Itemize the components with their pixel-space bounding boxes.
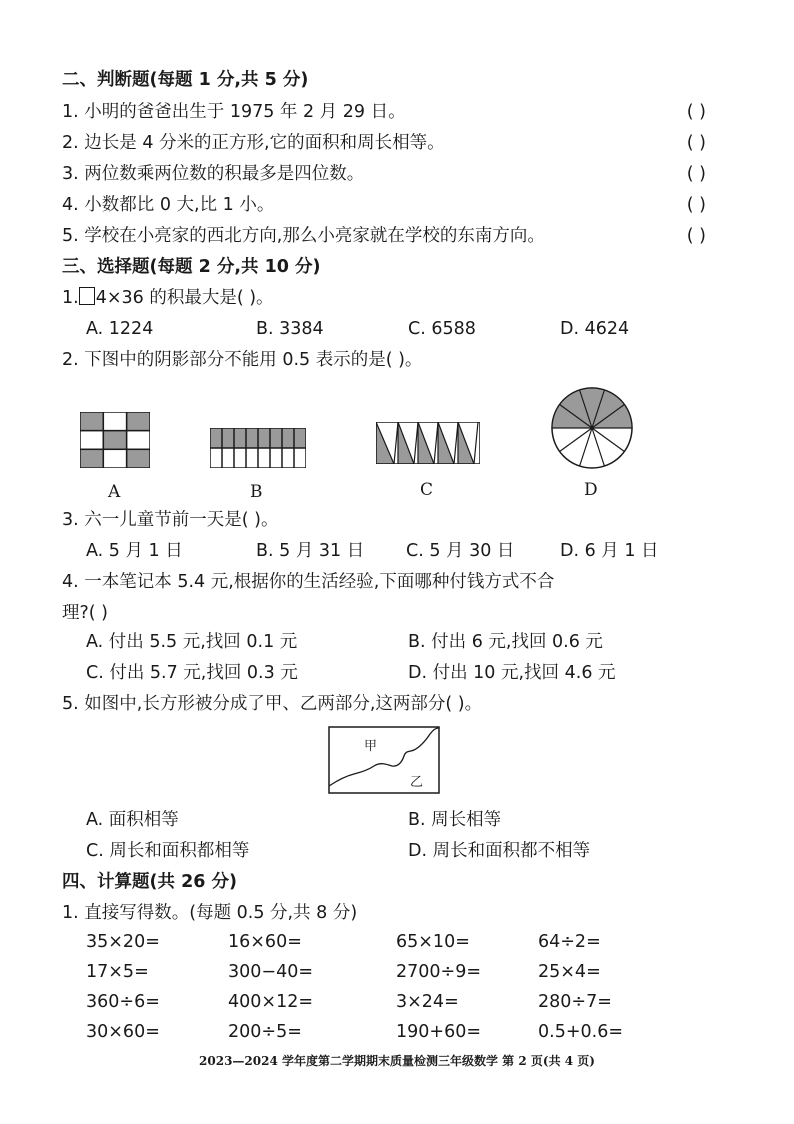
calc-item[interactable]: 2700÷9= <box>396 962 481 982</box>
choice-q4-text-line1: 4. 一本笔记本 5.4 元,根据你的生活经验,下面哪种付钱方式不合 <box>62 572 555 592</box>
figure-a-label: A <box>108 482 121 502</box>
page-footer: 2023—2024 学年度第二学期期末质量检测三年级数学 第 2 页(共 4 页) <box>199 1054 595 1068</box>
choice-q4-option-b[interactable]: B. 付出 6 元,找回 0.6 元 <box>408 632 603 652</box>
choice-q4-option-c[interactable]: C. 付出 5.7 元,找回 0.3 元 <box>86 663 298 683</box>
choice-q3-option-a[interactable]: A. 5 月 1 日 <box>86 541 183 561</box>
choice-q5-option-c[interactable]: C. 周长和面积都相等 <box>86 841 250 861</box>
calc-item[interactable]: 300−40= <box>228 962 313 982</box>
judge-item-3-text: 3. 两位数乘两位数的积最多是四位数。 <box>62 164 365 184</box>
calc-item[interactable]: 17×5= <box>86 962 149 982</box>
choice-q5-option-b[interactable]: B. 周长相等 <box>408 810 502 830</box>
figure-d-label: D <box>584 480 598 500</box>
judge-item-1-answer-paren[interactable]: ( ) <box>686 102 706 122</box>
calc-item[interactable]: 16×60= <box>228 932 302 952</box>
choice-q5-option-d[interactable]: D. 周长和面积都不相等 <box>408 841 591 861</box>
section-4-title: 四、计算题(共 26 分) <box>62 872 238 892</box>
choice-q4-option-d[interactable]: D. 付出 10 元,找回 4.6 元 <box>408 663 616 683</box>
calc-item[interactable]: 65×10= <box>396 932 470 952</box>
figure-b-label: B <box>250 482 263 502</box>
figure-b-grid[interactable] <box>210 428 306 468</box>
choice-q1-option-d[interactable]: D. 4624 <box>560 319 630 339</box>
calc-item[interactable]: 25×4= <box>538 962 601 982</box>
calc-item[interactable]: 30×60= <box>86 1022 160 1042</box>
judge-item-3-answer-paren[interactable]: ( ) <box>686 164 706 184</box>
calc-item[interactable]: 400×12= <box>228 992 313 1012</box>
choice-q1-number: 1. <box>62 288 79 308</box>
choice-q3-option-c[interactable]: C. 5 月 30 日 <box>406 541 515 561</box>
figure-d-circle[interactable] <box>550 386 634 470</box>
choice-q1-text: 4×36 的积最大是( )。 <box>95 288 274 308</box>
section-3-title: 三、选择题(每题 2 分,共 10 分) <box>62 257 321 277</box>
judge-item-2 <box>62 131 706 155</box>
calc-item[interactable]: 35×20= <box>86 932 160 952</box>
judge-item-5-answer-paren[interactable]: ( ) <box>686 226 706 246</box>
choice-q4-text-line2: 理?( ) <box>62 603 109 623</box>
judge-item-3 <box>62 162 706 186</box>
calc-item[interactable]: 64÷2= <box>538 932 601 952</box>
calc-item[interactable]: 200÷5= <box>228 1022 302 1042</box>
calc-item[interactable]: 280÷7= <box>538 992 612 1012</box>
blank-box[interactable] <box>79 287 95 305</box>
judge-item-5 <box>62 224 706 248</box>
figure-q5-label-jia: 甲 <box>364 739 378 754</box>
section-2-title: 二、判断题(每题 1 分,共 5 分) <box>62 70 309 90</box>
calc-item[interactable]: 360÷6= <box>86 992 160 1012</box>
judge-item-1-text: 1. 小明的爸爸出生于 1975 年 2 月 29 日。 <box>62 102 406 122</box>
choice-q3-text: 3. 六一儿童节前一天是( )。 <box>62 510 279 530</box>
calc-item[interactable]: 0.5+0.6= <box>538 1022 623 1042</box>
choice-q3-option-d[interactable]: D. 6 月 1 日 <box>560 541 659 561</box>
figure-q5-rectangle[interactable] <box>328 726 440 794</box>
calc-item[interactable]: 3×24= <box>396 992 459 1012</box>
judge-item-4-text: 4. 小数都比 0 大,比 1 小。 <box>62 195 275 215</box>
choice-q1-option-c[interactable]: C. 6588 <box>408 319 476 339</box>
figure-c-triangles[interactable] <box>376 422 480 464</box>
choice-q4-option-a[interactable]: A. 付出 5.5 元,找回 0.1 元 <box>86 632 298 652</box>
choice-q2-text: 2. 下图中的阴影部分不能用 0.5 表示的是( )。 <box>62 350 423 370</box>
judge-item-2-text: 2. 边长是 4 分米的正方形,它的面积和周长相等。 <box>62 133 445 153</box>
choice-q3-option-b[interactable]: B. 5 月 31 日 <box>256 541 365 561</box>
judge-item-2-answer-paren[interactable]: ( ) <box>686 133 706 153</box>
choice-q5-text: 5. 如图中,长方形被分成了甲、乙两部分,这两部分( )。 <box>62 694 483 714</box>
calc-item[interactable]: 190+60= <box>396 1022 481 1042</box>
choice-q1 <box>62 286 706 310</box>
judge-item-1 <box>62 100 706 124</box>
judge-item-4-answer-paren[interactable]: ( ) <box>686 195 706 215</box>
choice-q5-option-a[interactable]: A. 面积相等 <box>86 810 179 830</box>
calc-sub1-title: 1. 直接写得数。(每题 0.5 分,共 8 分) <box>62 903 358 923</box>
judge-item-4 <box>62 193 706 217</box>
judge-item-5-text: 5. 学校在小亮家的西北方向,那么小亮家就在学校的东南方向。 <box>62 226 545 246</box>
choice-q1-option-a[interactable]: A. 1224 <box>86 319 154 339</box>
choice-q1-option-b[interactable]: B. 3384 <box>256 319 324 339</box>
figure-a-grid[interactable] <box>80 412 150 468</box>
figure-q5-label-yi: 乙 <box>410 775 424 790</box>
figure-c-label: C <box>420 480 434 500</box>
